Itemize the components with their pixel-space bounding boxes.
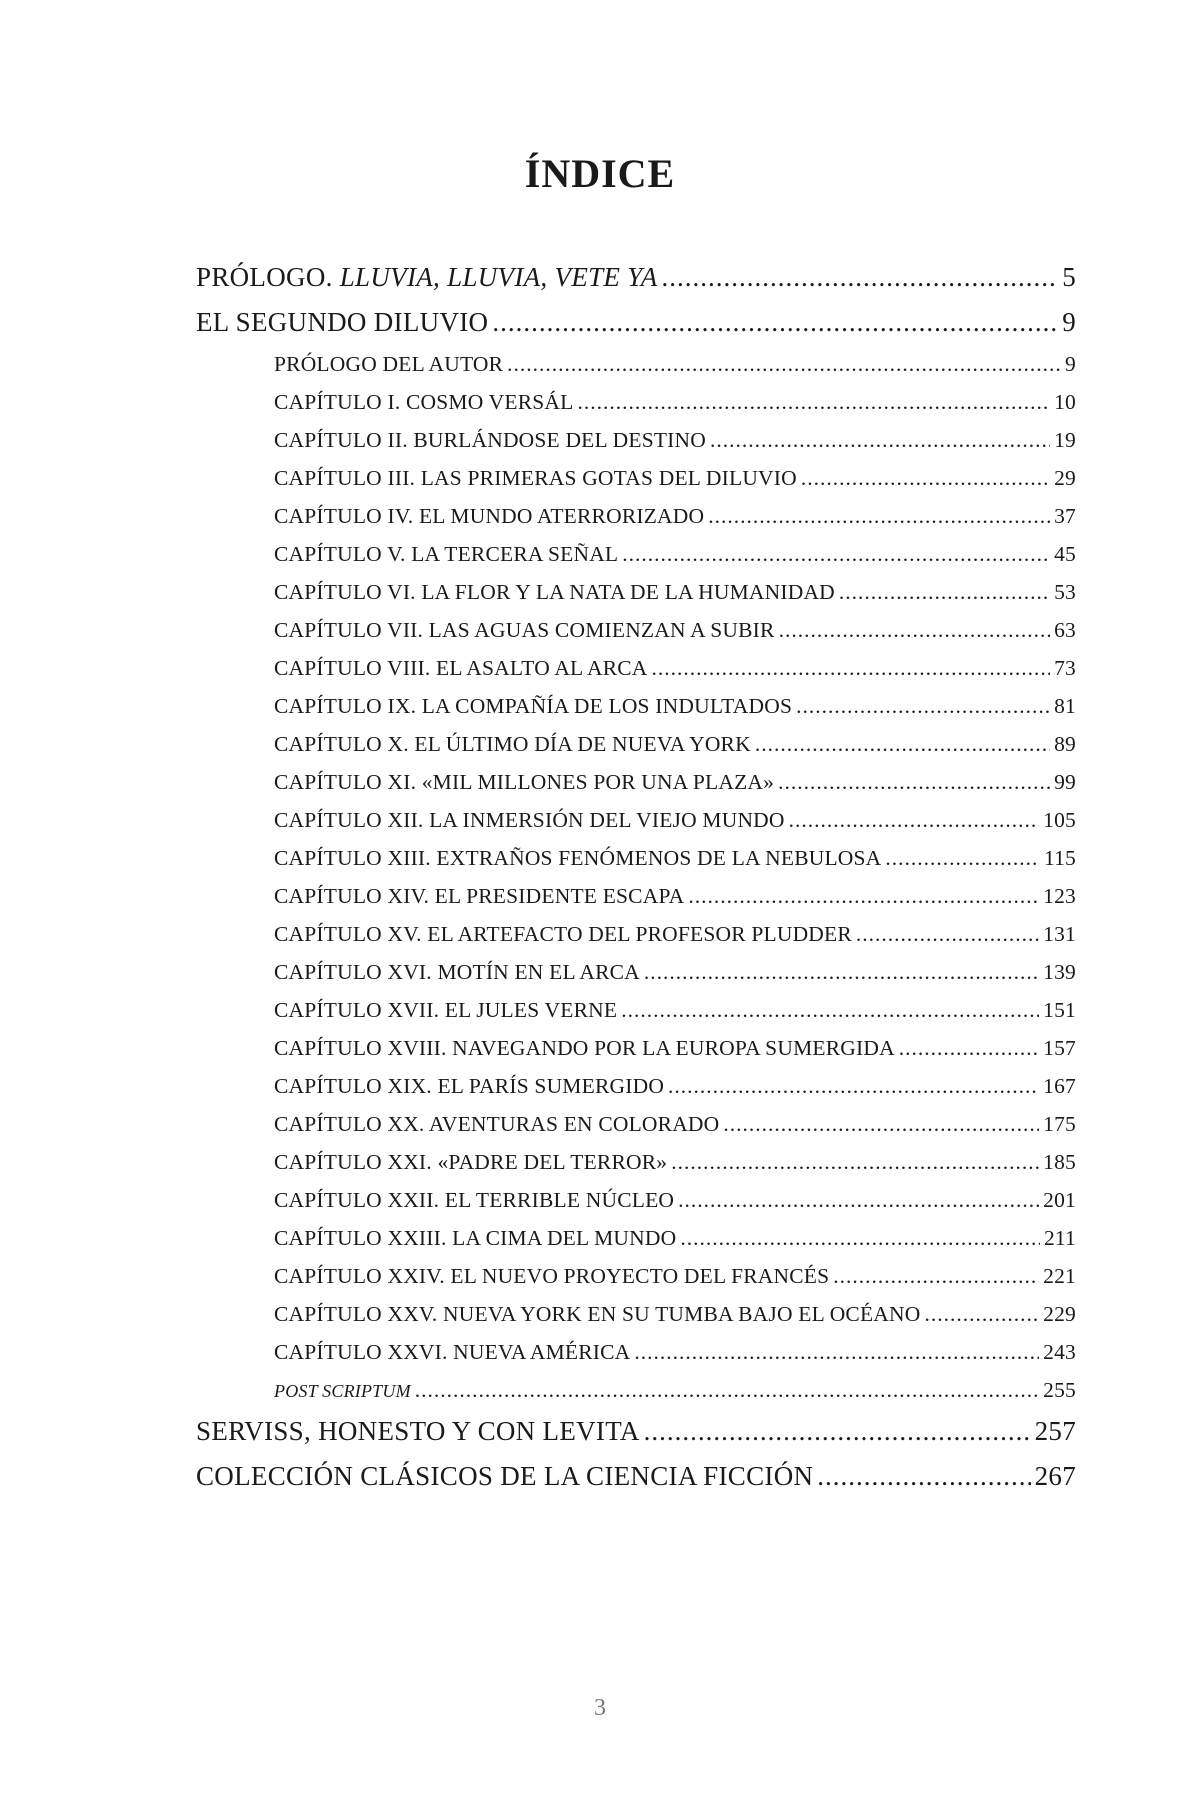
toc-subentry <box>274 1029 1076 1067</box>
dot-leader <box>634 1333 1039 1371</box>
toc-subentry <box>274 1181 1076 1219</box>
dot-leader <box>678 1181 1039 1219</box>
dot-leader <box>415 1371 1039 1409</box>
dot-leader <box>708 497 1050 535</box>
toc-subentry <box>274 383 1076 421</box>
toc-subentry <box>274 763 1076 801</box>
toc-page-number: 89 <box>1054 732 1076 756</box>
dot-leader <box>796 687 1050 725</box>
toc-entry-label: CAPÍTULO I. COSMO VERSÁL <box>274 390 574 414</box>
toc-subentry <box>274 1295 1076 1333</box>
toc-entry-label: PRÓLOGO DEL AUTOR <box>274 352 504 376</box>
toc-entry-label <box>196 255 658 300</box>
dot-leader <box>622 535 1050 573</box>
toc-page-number: 99 <box>1054 770 1076 794</box>
toc-entry-label: CAPÍTULO XXII. EL TERRIBLE NÚCLEO <box>274 1188 675 1212</box>
toc-entry-italic-title: LLUVIA, LLUVIA, VETE YA <box>339 262 658 292</box>
dot-leader <box>652 649 1051 687</box>
page-number: 3 <box>594 1695 606 1721</box>
toc-entry-label: CAPÍTULO IX. LA COMPAÑÍA DE LOS INDULTADOS <box>274 694 793 718</box>
toc-entry-coleccion <box>196 1454 1076 1499</box>
dot-leader <box>817 1454 1030 1499</box>
toc-page-number: 257 <box>1034 1416 1076 1446</box>
toc-entry-label: CAPÍTULO VII. LAS AGUAS COMIENZAN A SUBIR <box>274 618 775 642</box>
dot-leader <box>507 345 1061 383</box>
dot-leader <box>856 915 1039 953</box>
toc-subentry <box>274 1105 1076 1143</box>
toc-entry-label: CAPÍTULO XXIII. LA CIMA DEL MUNDO <box>274 1226 677 1250</box>
toc-entry-label: CAPÍTULO XII. LA INMERSIÓN DEL VIEJO MUNDO <box>274 808 785 832</box>
toc-subentry <box>274 1257 1076 1295</box>
toc-page-number: 211 <box>1043 1226 1076 1250</box>
toc-page-number: 53 <box>1054 580 1076 604</box>
toc-page-number: 37 <box>1054 504 1076 528</box>
toc-entry-label: CAPÍTULO XVI. MOTÍN EN EL ARCA <box>274 960 640 984</box>
page-title: ÍNDICE <box>524 151 676 196</box>
dot-leader <box>789 801 1040 839</box>
toc-page-number: 131 <box>1043 922 1076 946</box>
toc-page-number: 73 <box>1054 656 1076 680</box>
toc-entry-label: CAPÍTULO XVIII. NAVEGANDO POR LA EUROPA SUMERGIDA <box>274 1036 895 1060</box>
toc-page-number: 45 <box>1054 542 1076 566</box>
dot-leader <box>779 611 1051 649</box>
toc-subentry <box>274 991 1076 1029</box>
toc-entry-serviss <box>196 1409 1076 1454</box>
dot-leader <box>680 1219 1040 1257</box>
toc-entry-label: CAPÍTULO II. BURLÁNDOSE DEL DESTINO <box>274 428 706 452</box>
toc-entry-label: CAPÍTULO XXI. «PADRE DEL TERROR» <box>274 1150 668 1174</box>
dot-leader <box>801 459 1050 497</box>
dot-leader <box>688 877 1039 915</box>
dot-leader <box>577 383 1050 421</box>
dot-leader <box>899 1029 1039 1067</box>
dot-leader <box>644 1409 1031 1454</box>
table-of-contents <box>196 255 1076 1499</box>
toc-page-number: 139 <box>1043 960 1076 984</box>
toc-entry-segundo-diluvio <box>196 300 1076 345</box>
dot-leader <box>668 1067 1039 1105</box>
toc-entry-label: CAPÍTULO V. LA TERCERA SEÑAL <box>274 542 619 566</box>
toc-page-number: 167 <box>1043 1074 1076 1098</box>
toc-subentry <box>274 1143 1076 1181</box>
dot-leader <box>755 725 1050 763</box>
toc-entry-label: CAPÍTULO III. LAS PRIMERAS GOTAS DEL DILUVIO <box>274 466 797 490</box>
toc-page-number: 229 <box>1043 1302 1076 1326</box>
toc-page-number: 19 <box>1054 428 1076 452</box>
toc-page-number: 123 <box>1043 884 1076 908</box>
dot-leader <box>925 1295 1040 1333</box>
toc-subentry <box>274 535 1076 573</box>
toc-page-number: 267 <box>1034 1461 1076 1491</box>
toc-subentry <box>274 1067 1076 1105</box>
toc-entry-label: POST SCRIPTUM <box>274 1381 411 1401</box>
toc-page-number: 81 <box>1054 694 1076 718</box>
toc-page-number: 29 <box>1054 466 1076 490</box>
toc-subentry <box>274 649 1076 687</box>
toc-subentry <box>274 1219 1076 1257</box>
toc-page-number: 175 <box>1043 1112 1076 1136</box>
toc-entry-label: COLECCIÓN CLÁSICOS DE LA CIENCIA FICCIÓN <box>196 1461 814 1491</box>
dot-leader <box>644 953 1039 991</box>
dot-leader <box>885 839 1040 877</box>
toc-entry-label: CAPÍTULO XIX. EL PARÍS SUMERGIDO <box>274 1074 665 1098</box>
toc-page-number: 157 <box>1043 1036 1076 1060</box>
toc-subentry <box>274 1333 1076 1371</box>
toc-subentry <box>274 915 1076 953</box>
dot-leader <box>778 763 1050 801</box>
dot-leader <box>839 573 1050 611</box>
toc-subentry <box>274 839 1076 877</box>
toc-entry-label: CAPÍTULO XIII. EXTRAÑOS FENÓMENOS DE LA NEBULOSA <box>274 846 882 870</box>
toc-entry-label: CAPÍTULO XIV. EL PRESIDENTE ESCAPA <box>274 884 685 908</box>
toc-page-number: 243 <box>1043 1340 1076 1364</box>
toc-subentry <box>274 725 1076 763</box>
toc-entry-label: CAPÍTULO IV. EL MUNDO ATERRORIZADO <box>274 504 705 528</box>
toc-subentry <box>274 497 1076 535</box>
toc-page-number: 105 <box>1043 808 1076 832</box>
toc-entry-prologo <box>196 255 1076 300</box>
dot-leader <box>671 1143 1039 1181</box>
toc-entry-label: EL SEGUNDO DILUVIO <box>196 307 489 337</box>
toc-entry-label: SERVISS, HONESTO Y CON LEVITA <box>196 1416 640 1446</box>
toc-subentry <box>274 953 1076 991</box>
toc-entry-label: CAPÍTULO XX. AVENTURAS EN COLORADO <box>274 1112 720 1136</box>
toc-page-number: 10 <box>1054 390 1076 414</box>
toc-page-number: 221 <box>1043 1264 1076 1288</box>
toc-entry-label: CAPÍTULO XXIV. EL NUEVO PROYECTO DEL FRANCÉS <box>274 1264 830 1288</box>
dot-leader <box>492 300 1058 345</box>
toc-subentry-post-scriptum <box>274 1371 1076 1409</box>
toc-entry-label: CAPÍTULO XI. «MIL MILLONES POR UNA PLAZA» <box>274 770 775 794</box>
dot-leader <box>833 1257 1039 1295</box>
toc-entry-prefix: PRÓLOGO. <box>196 262 340 292</box>
toc-subentry <box>274 459 1076 497</box>
dot-leader <box>723 1105 1039 1143</box>
toc-page-number: 255 <box>1043 1378 1076 1402</box>
toc-subentry <box>274 345 1076 383</box>
toc-page-number: 5 <box>1062 262 1076 292</box>
toc-page-number: 9 <box>1065 352 1076 376</box>
toc-page-number: 9 <box>1062 307 1076 337</box>
toc-page-number: 151 <box>1043 998 1076 1022</box>
toc-page-number: 115 <box>1043 846 1076 870</box>
toc-subentry <box>274 421 1076 459</box>
dot-leader <box>662 255 1059 300</box>
toc-entry-label: CAPÍTULO XXVI. NUEVA AMÉRICA <box>274 1340 631 1364</box>
toc-subentry <box>274 801 1076 839</box>
toc-entry-label: CAPÍTULO XV. EL ARTEFACTO DEL PROFESOR PLUDDER <box>274 922 852 946</box>
toc-entry-label: CAPÍTULO VI. LA FLOR Y LA NATA DE LA HUMANIDAD <box>274 580 835 604</box>
toc-subentry <box>274 877 1076 915</box>
toc-page-number: 185 <box>1043 1150 1076 1174</box>
toc-entry-label: CAPÍTULO X. EL ÚLTIMO DÍA DE NUEVA YORK <box>274 732 751 756</box>
toc-entry-label: CAPÍTULO VIII. EL ASALTO AL ARCA <box>274 656 648 680</box>
toc-subentry <box>274 573 1076 611</box>
toc-subentry <box>274 611 1076 649</box>
toc-entry-label: CAPÍTULO XVII. EL JULES VERNE <box>274 998 618 1022</box>
dot-leader <box>621 991 1039 1029</box>
toc-page-number: 63 <box>1054 618 1076 642</box>
toc-page-number: 201 <box>1043 1188 1076 1212</box>
toc-entry-label: CAPÍTULO XXV. NUEVA YORK EN SU TUMBA BAJO EL OCÉANO <box>274 1302 921 1326</box>
toc-subentry <box>274 687 1076 725</box>
dot-leader <box>710 421 1050 459</box>
